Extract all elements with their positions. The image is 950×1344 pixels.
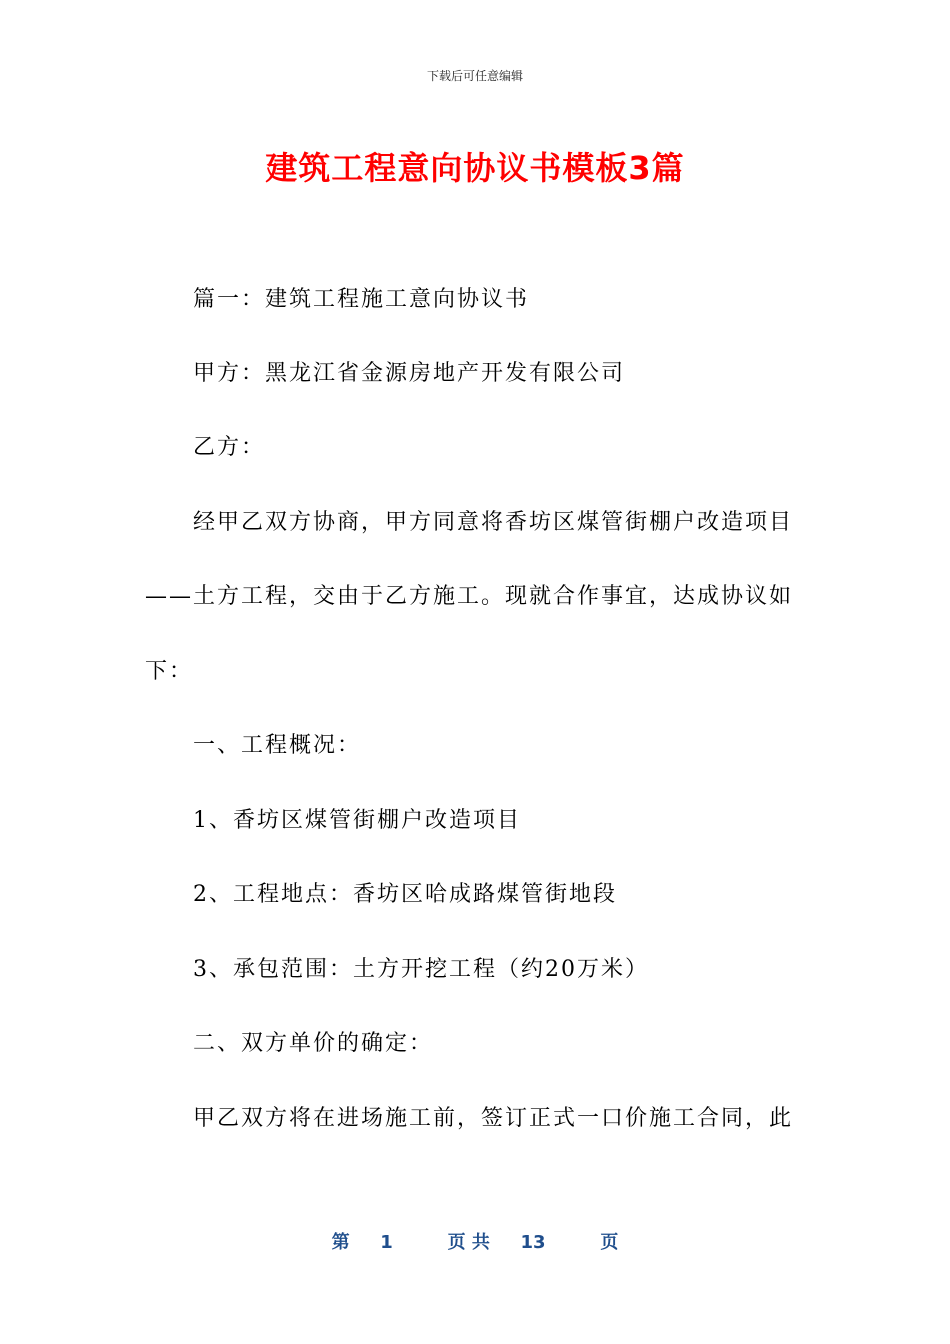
footer-page-prefix: 第 [331, 1232, 350, 1253]
paragraph-line: 甲乙双方将在进场施工前，签订正式一口价施工合同，此 [193, 1106, 794, 1131]
footer-page-middle: 页 共 [447, 1232, 490, 1253]
subsection-heading: 二、双方单价的确定： [193, 1031, 434, 1056]
paragraph-line: ——土方工程，交由于乙方施工。现就合作事宜，达成协议如 [145, 584, 794, 609]
header-note: 下载后可任意编辑 [426, 69, 523, 83]
paragraph-line: 经甲乙双方协商，甲方同意将香坊区煤管街棚户改造项目 [193, 510, 794, 535]
party-a-line: 甲方：黑龙江省金源房地产开发有限公司 [193, 361, 626, 386]
document-title: 建筑工程意向协议书模板3篇 [265, 149, 685, 187]
party-b-line: 乙方： [193, 435, 266, 460]
page-footer [0, 1228, 950, 1254]
list-item: 1、香坊区煤管街棚户改造项目 [193, 808, 521, 833]
list-item: 2、工程地点：香坊区哈成路煤管街地段 [193, 882, 617, 907]
subsection-heading: 一、工程概况： [193, 733, 362, 758]
footer-page-suffix: 页 [600, 1232, 619, 1253]
list-item: 3、承包范围：土方开挖工程（约20万米） [193, 957, 649, 982]
section-heading: 篇一：建筑工程施工意向协议书 [193, 287, 530, 312]
paragraph-line: 下： [145, 659, 194, 684]
footer-page-total: 13 [520, 1232, 546, 1253]
footer-page-number: 1 [380, 1232, 393, 1253]
